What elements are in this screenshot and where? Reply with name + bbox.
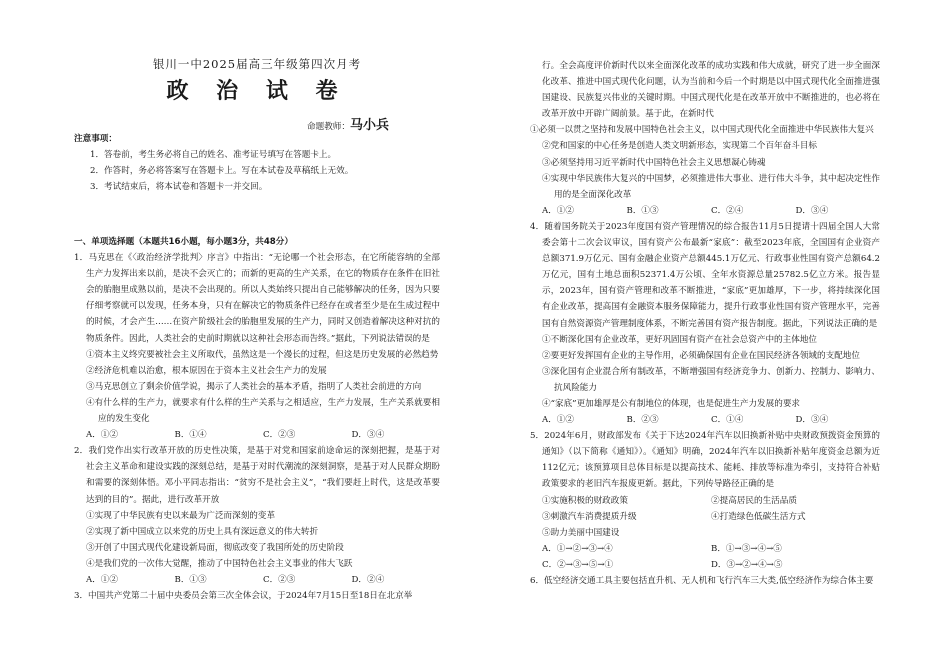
question-stem: 5．2024年6月，财政部发布《关于下达2024年汽车以旧换新补贴中央财政预拨资金预算的通知》（以下简称《通知》）。《通知》明确，2024年汽车以旧换新补贴年度资金总额为近112亿元；该预算项目总体目标是以提高技术、能耗、排放等标准为牵引，支持符合补贴政策要求的老旧汽车报废更新。据此，下列传导路径正确的是	[530, 431, 880, 490]
answer-choices	[530, 557, 880, 573]
choice-a: A．①②	[86, 574, 118, 585]
option-statement: ①实施积极的财政政策	[542, 495, 628, 506]
option-statement: ①实现了中华民族有史以来最为广泛而深刻的变革	[86, 510, 276, 521]
question-stem: 2．我们党作出实行改革开放的历史性决策，是基于对党和国家前途命运的深刻把握，是基于对社会主义革命和建设实践的深刻总结，是基于对时代潮流的深刻洞察，是基于对人民群众期盼和需要的深刻体悟。邓小平同志指出：“贫穷不是社会主义”，“我们要赶上时代，这是改革要达到的目的”。据此，进行改革开放	[74, 446, 440, 505]
question-2	[74, 443, 440, 588]
answer-choices	[530, 541, 880, 557]
choice-d: D．③④	[795, 205, 829, 216]
option-statement: ②提高居民的生活品质	[711, 495, 797, 506]
question-3-continued	[530, 58, 880, 219]
question-3-stem-start: 3．中国共产党第二十届中央委员会第三次全体会议，于2024年7月15日至18日在北京举	[74, 591, 413, 602]
question-stem: 6．低空经济交通工具主要包括直升机、无人机和飞行汽车三大类,低空经济作为综合体主要	[530, 576, 874, 586]
choice-b: B．①④	[174, 430, 207, 441]
choice-d: D．③→②→④→⑤	[711, 559, 783, 570]
right-column	[530, 58, 880, 589]
section-heading: 一、单项选择题（本题共16小题，每小题3分，共48分）	[74, 237, 293, 247]
option-statement: ①资本主义终究要被社会主义所取代，虽然这是一个漫长的过程，但这是历史发展的必然趋势	[86, 349, 439, 360]
choice-b: B．②③	[626, 415, 659, 426]
question-4	[530, 219, 880, 428]
choice-a: A．①②	[542, 205, 574, 216]
option-statement: ④“家底”更加雄厚是公有制地位的体现，也是促进生产力发展的要求	[542, 398, 801, 409]
question-stem-continued: 行。全会高度评价新时代以来全面深化改革的成功实践和伟大成就，研究了进一步全面深化改革、推进中国式现代化问题，认为当前和今后一个时期是以中国式现代化全面推进强国建设、民族复兴伟业的关键时期。中国式现代化是在改革开放中不断推进的，也必将在改革开放中开辟广阔前景。基于此，在新时代	[542, 61, 880, 120]
choice-b: B．①③	[626, 205, 659, 216]
choice-d: D．③④	[351, 430, 385, 441]
choice-a: A．①→②→③→④	[542, 543, 613, 554]
option-statement: ②经济危机难以治愈，根本原因在于资本主义社会生产力的发展	[86, 365, 327, 376]
option-statement: ②实现了新中国成立以来党的历史上具有深远意义的伟大转折	[86, 526, 319, 537]
note-item: 1．答卷前，考生务必将自己的姓名、准考证号填写在答题卡上。	[90, 150, 337, 161]
answer-choices	[530, 203, 880, 219]
teacher-name: 马小兵	[349, 118, 389, 133]
question-6	[530, 573, 880, 589]
option-statement: ⑤助力美丽中国建设	[542, 527, 620, 538]
answer-choices	[74, 427, 440, 443]
option-row	[530, 493, 880, 509]
choice-c: C．②③	[263, 430, 296, 441]
option-statement: ④实现中华民族伟大复兴的中国梦，必须推进伟大事业、进行伟大斗争，其中起决定性作用的是全面深化改革	[542, 173, 880, 200]
option-statement: ④打造绿色低碳生活方式	[711, 511, 806, 522]
option-statement: ③开创了中国式现代化建设新局面，彻底改变了我国所处的历史阶段	[86, 542, 344, 553]
question-1	[74, 250, 440, 443]
option-statement: ④有什么样的生产力，就要求有什么样的生产关系与之相适应，生产力发展，生产关系就要相应的发生变化	[86, 397, 440, 425]
option-statement: ③刺激汽车消费提质升级	[542, 511, 637, 522]
choice-b: B．①→③→④→⑤	[711, 543, 782, 554]
choice-c: C．①④	[711, 415, 744, 426]
choice-d: D．②④	[351, 574, 385, 585]
choice-d: D．③④	[795, 415, 829, 426]
choice-a: A．①②	[542, 415, 574, 426]
choice-a: A．①②	[86, 430, 118, 441]
option-statement: ②党和国家的中心任务是创造人类文明新形态，实现第二个百年奋斗目标	[542, 141, 818, 152]
option-statement: ③马克思创立了剩余价值学说，揭示了人类社会的基本矛盾，指明了人类社会前进的方向	[86, 381, 422, 392]
option-statement: ①不断深化国有企业改革，更好巩固国有资产在社会总资产中的主体地位	[542, 334, 818, 345]
option-statement: ③必须坚持用习近平新时代中国特色社会主义思想凝心铸魂	[542, 157, 766, 168]
question-stem: 1．马克思在《〈政治经济学批判〉序言》中指出：“无论哪一个社会形态，在它所能容纳的全部生产力发挥出来以前，是决不会灭亡的；而新的更高的生产关系，在它的物质存在条件在旧社会的胎胞里成熟以前，是决不会出现的。所以人类始终只提出自己能够解决的任务，因为只要仔细考察就可以发现，任务本身，只有在解决它的物质条件已经存在或者至少是在生成过程中的时候，才会产生……在资产阶级社会的胎胞里发展的生产力，同时又创造着解决这种对抗的物质条件。因此，人类社会的史前时期就以这种社会形态而告终。”据此，下列说法错误的是	[74, 253, 440, 344]
choice-b: B．①③	[174, 574, 207, 585]
notes-heading: 注意事项：	[74, 134, 117, 144]
answer-choices	[74, 572, 440, 588]
option-statement: ②要更好发挥国有企业的主导作用，必须确保国有企业在国民经济各领域的支配地位	[542, 350, 860, 361]
option-statement: ③深化国有企业混合所有制改革，不断增强国有经济竞争力、创新力、控制力、影响力、抗风险能力	[542, 366, 880, 393]
option-statement: ④是我们党的一次伟大觉醒，推动了中国特色社会主义事业的伟大飞跃	[86, 558, 353, 569]
school-title: 银川一中2025届高三年级第四次月考	[152, 57, 362, 71]
paper-title: 政 治 试 卷	[166, 79, 348, 104]
question-stem: 4．随着国务院关于2023年度国有资产管理情况的综合报告11月5日提请十四届全国人大常委会第十二次会议审议，国有资产公布最新“家底”：截至2023年底，全国国有企业资产总额371.9万亿元、国有金融企业资产总额445.1万亿元、行政事业性国有资产总额64.2万亿元，国有土地总面积52371.4万公顷、全年水资源总量25782.5亿立方米。报告显示，2023年，国有资产管理和改革不断推进，“家底”更加雄厚，下一步，将持续深化国有企业改革，提高国有金融资本服务保障能力，提升行政事业性国有资产管理水平，完善国有自然资源资产管理制度体系，不断完善国有资产报告制度。据此，下列说法正确的是	[530, 221, 880, 329]
teacher-label: 命题教师：	[307, 122, 350, 132]
answer-choices	[530, 412, 880, 428]
section-1	[74, 234, 440, 604]
notes-block	[74, 131, 440, 195]
question-5	[530, 428, 880, 573]
option-statement: ①必须一以贯之坚持和发展中国特色社会主义，以中国式现代化全面推进中华民族伟大复兴	[530, 125, 874, 136]
option-row	[530, 509, 880, 525]
choice-c: C．②③	[263, 574, 296, 585]
choice-c: C．②→③→⑤→①	[542, 559, 614, 570]
note-item: 3．考试结束后，将本试卷和答题卡一并交回。	[90, 182, 268, 193]
choice-c: C．②④	[711, 205, 744, 216]
note-item: 2．作答时，务必将答案写在答题卡上。写在本试卷及草稿纸上无效。	[90, 166, 354, 177]
